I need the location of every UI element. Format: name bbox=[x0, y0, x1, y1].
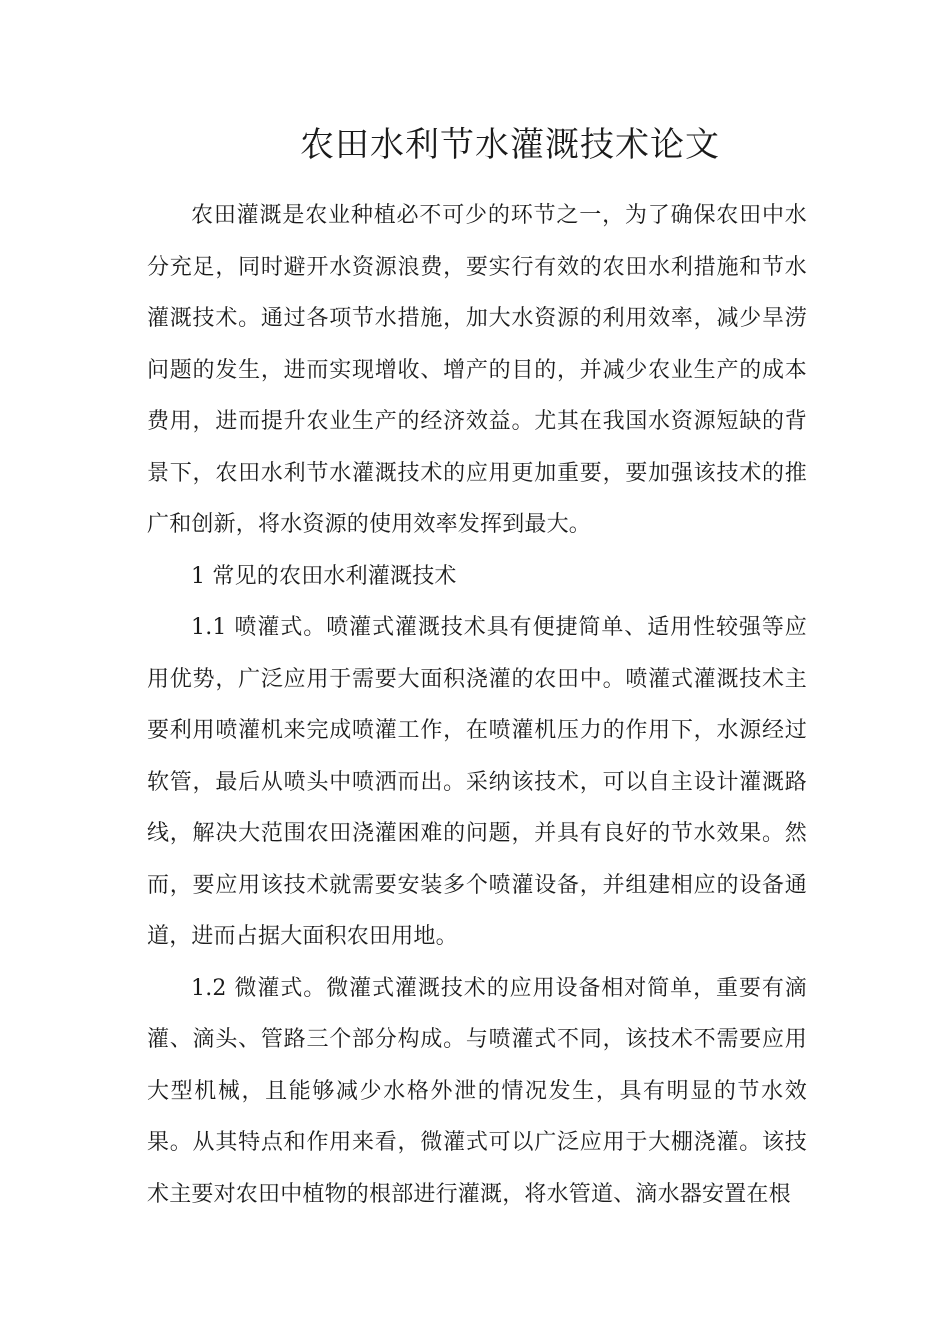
paragraph-1-2: 1.2 微灌式。微灌式灌溉技术的应用设备相对简单，重要有滴灌、滴头、管路三个部分构成。与喷灌式不同，该技术不需要应用大型机械，且能够减少水格外泄的情况发生，具有明显的节水效果。从其特点和作用来看，微灌式可以广泛应用于大棚浇灌。该技术主要对农田中植物的根部进行灌溉，将水管道、滴水器安置在根 bbox=[147, 975, 807, 1207]
document-body bbox=[147, 190, 807, 1220]
document-title: 农田水利节水灌溉技术论文 bbox=[300, 125, 720, 165]
paragraph-1-1: 1.1 喷灌式。喷灌式灌溉技术具有便捷简单、适用性较强等应用优势，广泛应用于需要大面积浇灌的农田中。喷灌式灌溉技术主要利用喷灌机来完成喷灌工作，在喷灌机压力的作用下，水源经过软管，最后从喷头中喷洒而出。采纳该技术，可以自主设计灌溉路线，解决大范围农田浇灌困难的问题，并具有良好的节水效果。然而，要应用该技术就需要安装多个喷灌设备，并组建相应的设备通道，进而占据大面积农田用地。 bbox=[147, 615, 807, 949]
section-heading-1: 1 常见的农田水利灌溉技术 bbox=[191, 563, 457, 589]
paragraph-intro: 农田灌溉是农业种植必不可少的环节之一，为了确保农田中水分充足，同时避开水资源浪费，要实行有效的农田水利措施和节水灌溉技术。通过各项节水措施，加大水资源的利用效率，减少旱涝问题的发生，进而实现增收、增产的目的，并减少农业生产的成本费用，进而提升农业生产的经济效益。尤其在我国水资源短缺的背景下，农田水利节水灌溉技术的应用更加重要，要加强该技术的推广和创新，将水资源的使用效率发挥到最大。 bbox=[147, 203, 807, 537]
